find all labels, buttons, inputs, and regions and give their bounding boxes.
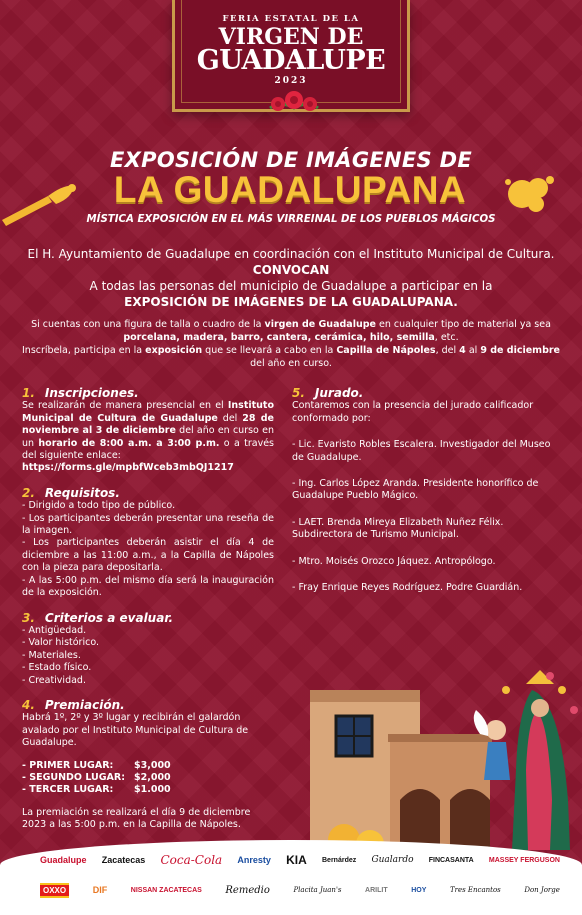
section-heading [22, 487, 274, 499]
paint-splash-icon [498, 170, 558, 220]
right-column [292, 387, 562, 594]
sponsor-logo: Zacatecas [101, 855, 146, 865]
sponsor-logo: MASSEY FERGUSON [488, 856, 560, 864]
sponsor-logo: HOY [411, 886, 427, 894]
text-bold: exposición [145, 345, 203, 356]
text: Inscríbela, participa en la [22, 345, 146, 356]
section-number: 4. [22, 697, 35, 712]
sponsor-logo: Coca-Cola [160, 853, 223, 867]
text-bold: 9 de diciembre [480, 345, 560, 356]
section-number: 2. [22, 485, 35, 500]
prize-amount: $2,000 [134, 771, 171, 783]
section-title: Requisitos. [44, 485, 120, 500]
text-bold: horario de 8:00 a.m. a 3:00 p.m. [38, 437, 220, 449]
section-heading [292, 387, 562, 399]
list-item: - Estado físico. [22, 662, 92, 674]
text: , etc. [434, 332, 459, 343]
sponsor-logo: OXXO [40, 883, 69, 898]
jury-member: - Lic. Evaristo Robles Escalera. Investigador del Museo de Guadalupe. [292, 439, 551, 463]
intro-p2: A todas las personas del municipio de Guadalupe a participar en la [89, 279, 493, 293]
text: , del [435, 345, 460, 356]
sponsor-logo: KIA [286, 853, 307, 867]
sponsor-logo: Tres Encantos [449, 886, 501, 894]
section-requisitos [22, 487, 274, 600]
text: o a través del siguiente enlace: [22, 437, 275, 462]
left-column [22, 387, 274, 844]
title-line1: EXPOSICIÓN DE IMÁGENES DE [110, 148, 472, 172]
section-title: Jurado. [314, 386, 364, 400]
text: del año en curso en un [22, 425, 274, 449]
text: al [465, 345, 481, 356]
sponsor-logo: Remedio [225, 884, 270, 896]
text: en cualquier tipo de material ya sea [375, 319, 551, 330]
award-closing: La premiación se realizará el día 9 de diciembre 2023 a las 5:00 p.m. en la Capilla de Nápoles. [22, 806, 251, 831]
list-item: - A las 5:00 p.m. del mismo día será la inauguración de la exposición. [22, 574, 274, 599]
sponsor-logos [40, 848, 560, 908]
sponsor-logo: DIF [92, 885, 108, 895]
text: del [217, 412, 243, 424]
banner-line2: VIRGEN DE [218, 24, 364, 50]
text-bold: 4 [459, 345, 466, 356]
sponsor-logo: Don Jorge [524, 886, 560, 894]
sponsor-logo: Anresty [237, 855, 271, 865]
section-criterios [22, 612, 274, 687]
prize-amount: $3,000 [134, 759, 171, 771]
section-heading [22, 612, 274, 624]
text: Se realizarán de manera presencial en el [22, 400, 228, 412]
banner-line3: GUADALUPE [196, 45, 386, 76]
list-item: - Los participantes deberán asistir el día 4 de diciembre a las 11:00 a.m., a la Capilla de Nápoles con la pieza para depositarla. [22, 537, 274, 574]
jury-member: - Fray Enrique Reyes Rodríguez. Podre Guardián. [292, 582, 523, 594]
text: que se llevará a cabo en la [202, 345, 337, 356]
text-bold: Instituto Municipal de Cultura de Guadalupe [22, 400, 274, 424]
prize-amount: $1.000 [134, 784, 171, 796]
jury-member: - Ing. Carlos López Aranda. Presidente honorífico de Guadalupe Pueblo Mágico. [292, 478, 539, 502]
sponsor-logo: ARILIT [365, 886, 388, 894]
text: del año en curso. [250, 358, 332, 369]
list-item: - Los participantes deberán presentar una reseña de la imagen. [22, 512, 274, 537]
title-subtitle: MÍSTICA EXPOSICIÓN EN EL MÁS VIRREINAL DE LOS PUEBLOS MÁGICOS [86, 214, 496, 225]
section-number: 3. [22, 610, 35, 625]
text-bold: virgen de Guadalupe [264, 319, 376, 330]
section-heading [22, 387, 274, 399]
sponsor-logo: FINCASANTA [428, 856, 474, 864]
sponsor-row-1 [40, 848, 560, 872]
sponsor-logo: NISSAN ZACATECAS [130, 886, 202, 894]
intro-block [14, 246, 568, 310]
section-number: 1. [22, 386, 35, 400]
list-item: - Materiales. [22, 649, 81, 661]
materials-list: porcelana, madera, barro, cantera, cerámica, hilo, semilla [123, 332, 435, 343]
section-title: Premiación. [44, 697, 125, 712]
intro-details [18, 318, 564, 370]
roses-icon [266, 86, 322, 116]
prize-label: - PRIMER LUGAR: [22, 759, 114, 771]
sponsor-logo: Gualardo [371, 855, 414, 865]
banner-line1: FERIA ESTATAL DE LA [222, 14, 360, 24]
intro-convocan: CONVOCAN [252, 263, 330, 277]
section-title: Criterios a evaluar. [44, 610, 174, 625]
intro-details-line2 [18, 344, 564, 370]
registration-link[interactable]: https://forms.gle/mpbfWceb3mbQJ1217 [22, 462, 234, 474]
sponsor-logo: Placita Juan's [293, 886, 342, 894]
title-line2: LA GUADALUPANA [113, 169, 467, 210]
section-inscripciones [22, 387, 274, 475]
list-item: - Creatividad. [22, 674, 86, 686]
jury-member: - Mtro. Moisés Orozco Jáquez. Antropólogo. [292, 555, 496, 567]
section-body [22, 400, 274, 462]
list-item: - Valor histórico. [22, 637, 99, 649]
intro-p3: EXPOSICIÓN DE IMÁGENES DE LA GUADALUPANA. [124, 295, 458, 309]
intro-p1: El H. Ayuntamiento de Guadalupe en coordinación con el Instituto Municipal de Cultura. [27, 247, 555, 261]
sponsor-logo: Guadalupe [40, 855, 87, 865]
section-body: Contaremos con la presencia del jurado calificador conformado por: [292, 400, 534, 424]
text: Si cuentas con una figura de talla o cuadro de la [31, 319, 265, 330]
text-bold: Capilla de Nápoles [336, 345, 436, 356]
list-item: - Antigüedad. [22, 624, 87, 636]
section-heading [22, 699, 274, 711]
jury-member: - LAET. Brenda Mireya Elizabeth Nuñez Félix. Subdirectora de Turismo Municipal. [292, 516, 504, 541]
section-body: Habrá 1º, 2º y 3º lugar y recibirán el galardón avalado por el Instituto Municipal de Cultura de Guadalupe. [22, 712, 249, 749]
prize-label: - TERCER LUGAR: [22, 784, 114, 796]
prize-row [22, 772, 274, 784]
chapel-illustration [300, 650, 582, 850]
banner-year: 2023 [274, 76, 308, 86]
section-premiacion [22, 699, 274, 832]
prize-row [22, 760, 274, 772]
text-bold: 28 de noviembre al 3 de diciembre [22, 412, 274, 437]
section-number: 5. [292, 386, 305, 400]
intro-details-line1 [18, 318, 564, 344]
prize-row [22, 784, 274, 796]
sponsor-row-2 [40, 878, 560, 902]
prize-label: - SEGUNDO LUGAR: [22, 771, 126, 783]
sponsor-logo: Bernárdez [322, 856, 357, 864]
list-item: - Dirigido a todo tipo de público. [22, 500, 176, 512]
section-title: Inscripciones. [44, 386, 139, 400]
